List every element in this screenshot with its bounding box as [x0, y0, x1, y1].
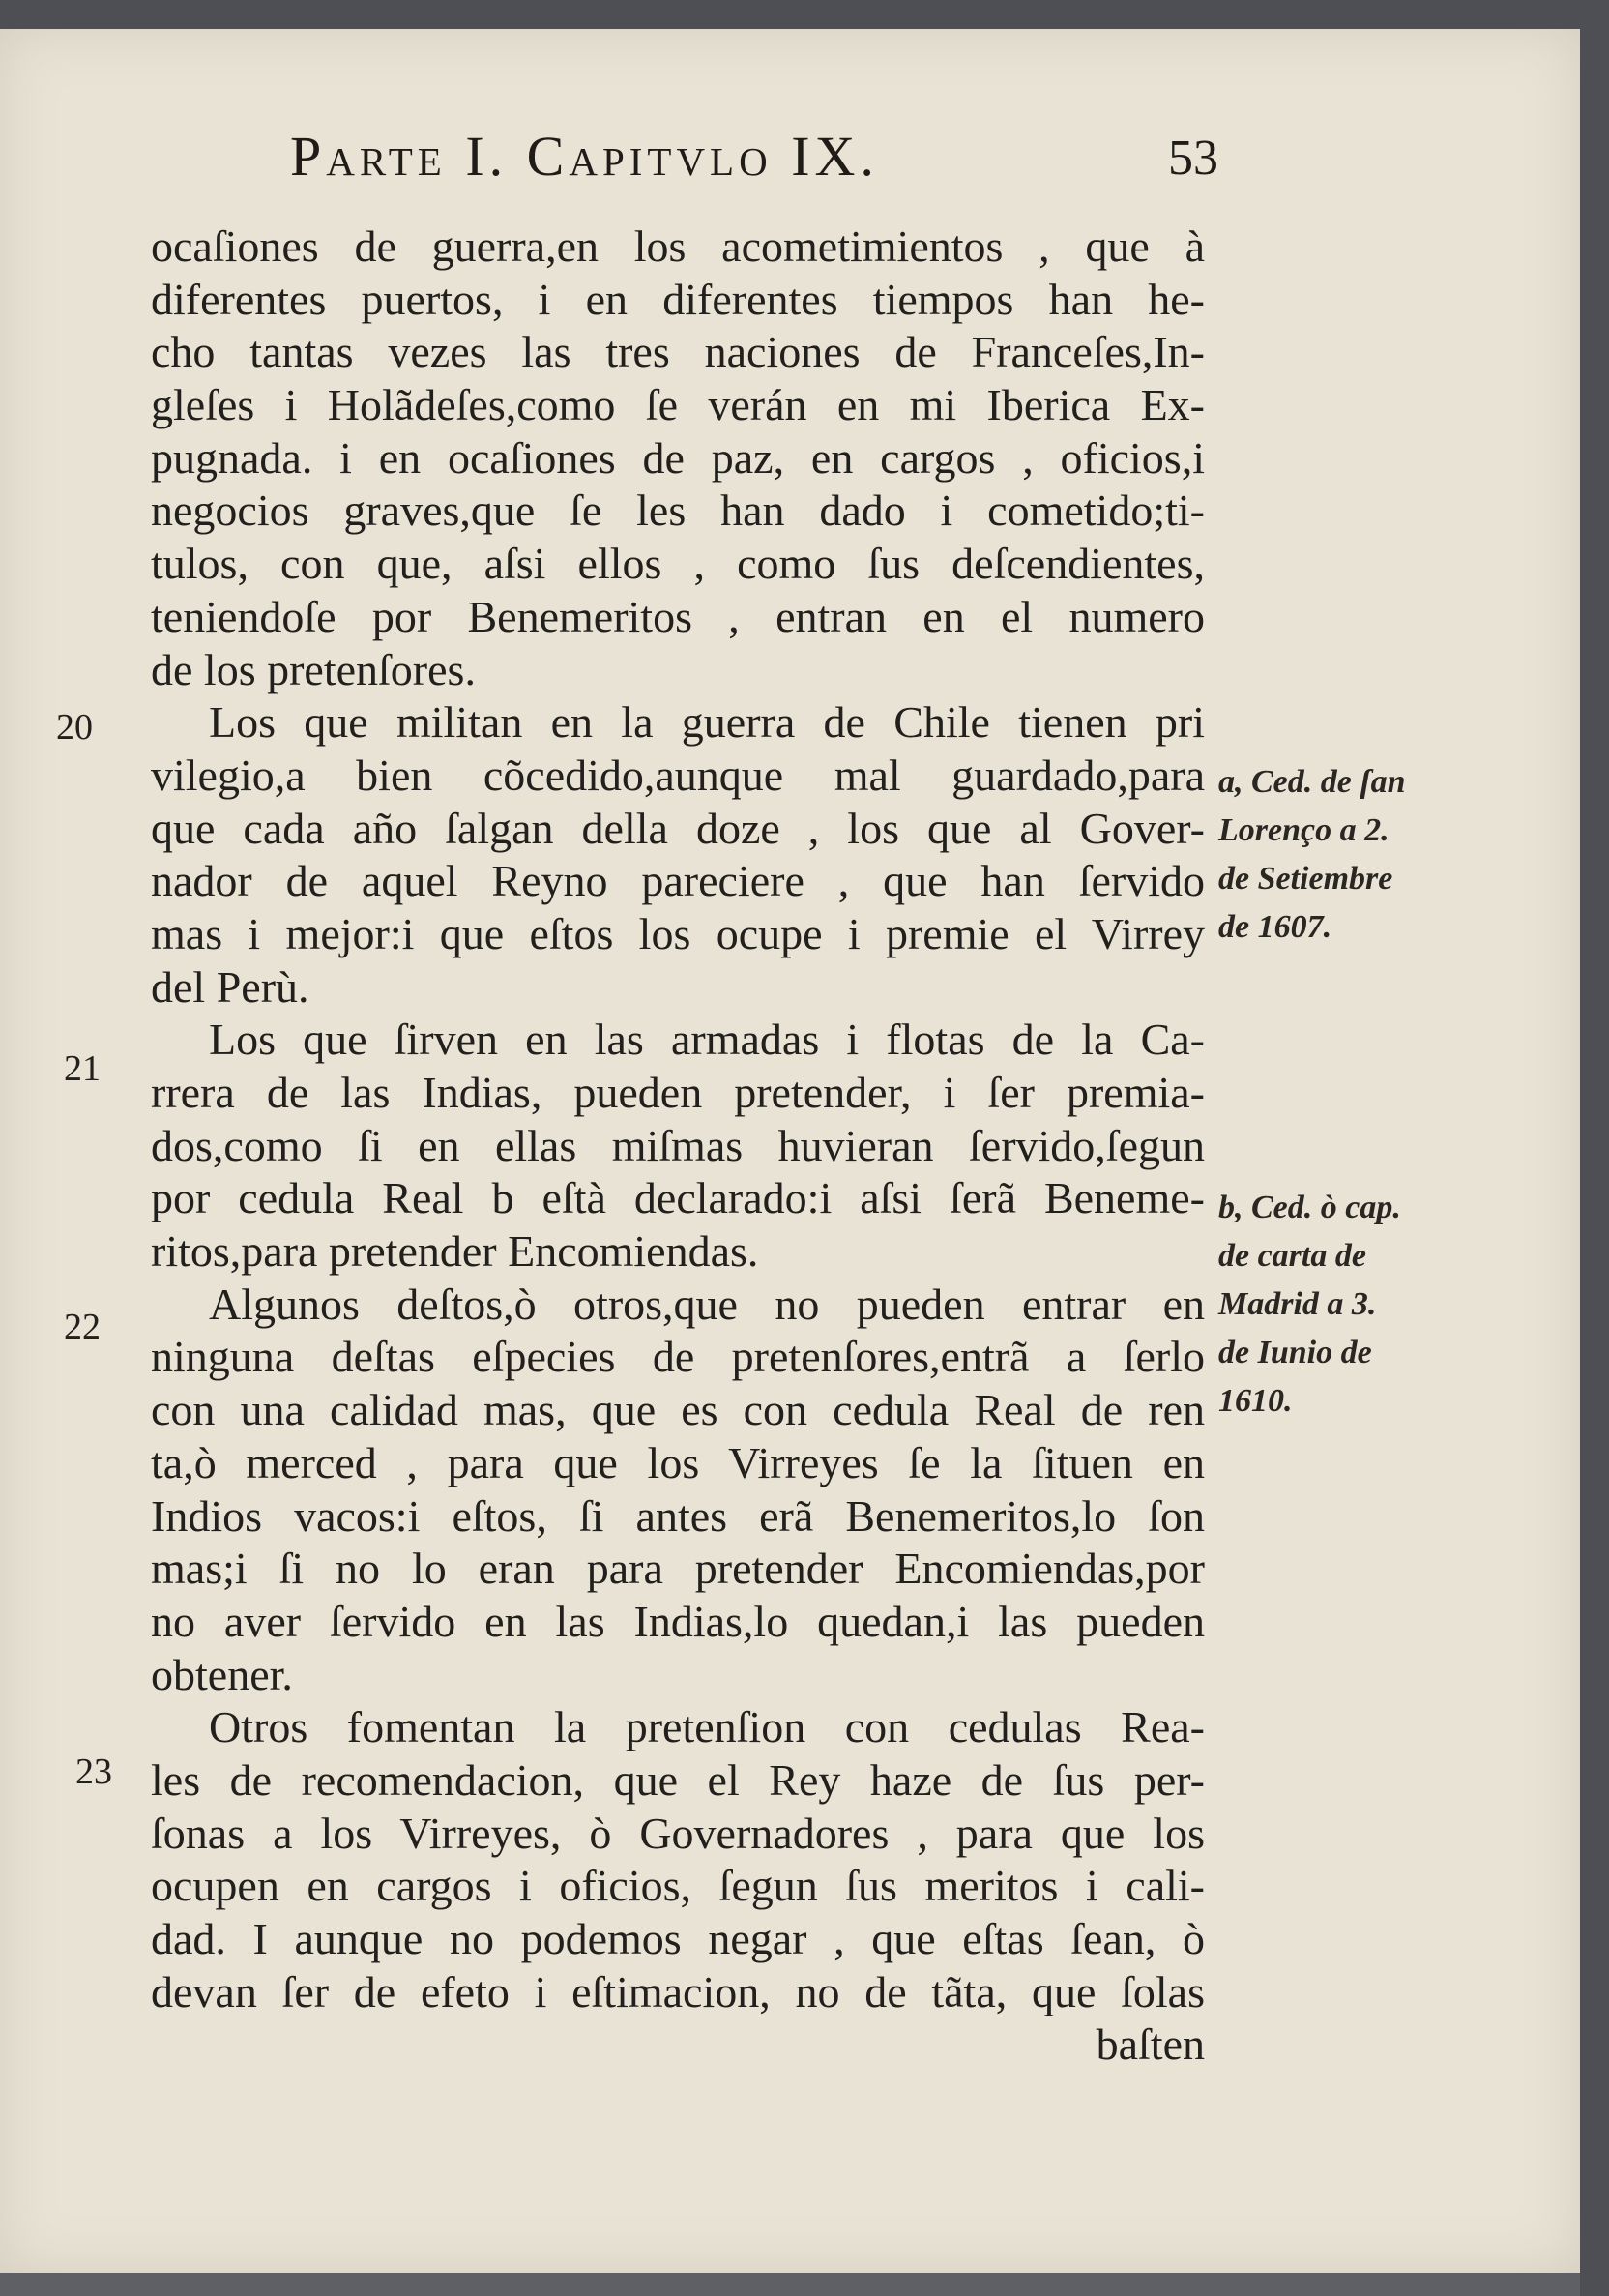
- paragraph-number: 23: [75, 1751, 112, 1792]
- text-line: rrera de las Indias, pueden pretender, i ſer premia-: [151, 1068, 1205, 1117]
- side-note-line: Lorenço a 2.: [1218, 812, 1390, 848]
- paragraph-number: 20: [56, 707, 93, 748]
- text-line: ocaſiones de guerra,en los acometimientos , que à: [151, 221, 1205, 271]
- text-line: tulos, con que, aſsi ellos , como ſus deſcendientes,: [151, 539, 1205, 589]
- text-line: ocupen en cargos i oficios, ſegun ſus meritos i cali-: [151, 1861, 1205, 1911]
- text-line: que cada año ſalgan della doze , los que al Gover-: [151, 803, 1205, 853]
- text-line: Otros fomentan la pretenſion con cedulas Rea-: [209, 1702, 1205, 1752]
- side-note-line: de Iunio de: [1218, 1335, 1372, 1370]
- scan-border-top: [0, 0, 1609, 29]
- text-line: negocios graves,que ſe les han dado i cometido;ti-: [151, 486, 1205, 536]
- side-note-line: de Setiembre: [1218, 861, 1393, 897]
- text-line: cho tantas vezes las tres naciones de Franceſes,In-: [151, 327, 1205, 377]
- side-note-line: Madrid a 3.: [1218, 1286, 1377, 1322]
- paragraph-number: 21: [64, 1048, 101, 1089]
- side-note-line: de carta de: [1218, 1238, 1366, 1274]
- side-note-line: a, Ced. de ſan: [1218, 764, 1406, 800]
- text-line: teniendoſe por Benemeritos , entran en el numero: [151, 591, 1205, 641]
- text-line: Los que militan en la guerra de Chile tienen pri: [209, 697, 1205, 748]
- text-line: gleſes i Holãdeſes,como ſe verán en mi Iberica Ex-: [151, 380, 1205, 430]
- text-line: ta,ò merced , para que los Virreyes ſe la ſituen en: [151, 1437, 1205, 1487]
- text-line: mas i mejor:i que eſtos los ocupe i premie el Virrey: [151, 908, 1205, 958]
- text-line: por cedula Real b eſtà declarado:i aſsi ſerã Beneme-: [151, 1173, 1205, 1223]
- scan-border-right: [1580, 0, 1609, 2296]
- text-line: dad. I aunque no podemos negar , que eſtas ſean, ò: [151, 1914, 1205, 1963]
- text-line: Indios vacos:i eſtos, ſi antes erã Benemeritos,lo ſon: [151, 1490, 1205, 1541]
- body-text: [151, 221, 1205, 2072]
- text-line: nador de aquel Reyno pareciere , que han ſervido: [151, 856, 1205, 906]
- text-line: pugnada. i en ocaſiones de paz, en cargos , oficios,i: [151, 432, 1205, 483]
- text-line: del Perù.: [151, 961, 309, 1012]
- text-line: de los pretenſores.: [151, 644, 476, 694]
- text-line: mas;i ſi no lo eran para pretender Encomiendas,por: [151, 1544, 1205, 1594]
- text-line: Algunos deſtos,ò otros,que no pueden entrar en: [209, 1279, 1205, 1329]
- paragraph-number: 22: [64, 1307, 101, 1347]
- text-line: devan ſer de efeto i eſtimacion, no de tãta, que ſolas: [151, 1966, 1205, 2016]
- text-line: les de recomendacion, que el Rey haze de ſus per-: [151, 1754, 1205, 1805]
- text-line: vilegio,a bien cõcedido,aunque mal guardado,para: [151, 750, 1205, 800]
- page-number: 53: [1168, 131, 1218, 186]
- text-line: ſonas a los Virreyes, ò Governadores , para que los: [151, 1808, 1205, 1858]
- side-note-a: [1218, 758, 1479, 952]
- text-line: ninguna deſtas eſpecies de pretenſores,entrã a ſerlo: [151, 1332, 1205, 1382]
- side-note-b: [1218, 1184, 1479, 1426]
- side-note-line: b, Ced. ò cap.: [1218, 1190, 1401, 1225]
- text-line: dos,como ſi en ellas miſmas huvieran ſervido,ſegun: [151, 1120, 1205, 1170]
- side-note-line: 1610.: [1218, 1383, 1293, 1419]
- text-line: no aver ſervido en las Indias,lo quedan,i las pueden: [151, 1596, 1205, 1646]
- text-line: Los que ſirven en las armadas i flotas de la Ca-: [209, 1015, 1205, 1065]
- page-header: [290, 124, 1218, 201]
- running-title: Parte I. Capitvlo IX.: [290, 125, 879, 188]
- text-line: con una calidad mas, que es con cedula Real de ren: [151, 1385, 1205, 1435]
- text-line: diferentes puertos, i en diferentes tiempos han he-: [151, 274, 1205, 324]
- text-line: obtener.: [151, 1649, 293, 1699]
- text-line: ritos,para pretender Encomiendas.: [151, 1226, 759, 1277]
- catchword: baſten: [1096, 2019, 1205, 2070]
- side-note-line: de 1607.: [1218, 909, 1332, 945]
